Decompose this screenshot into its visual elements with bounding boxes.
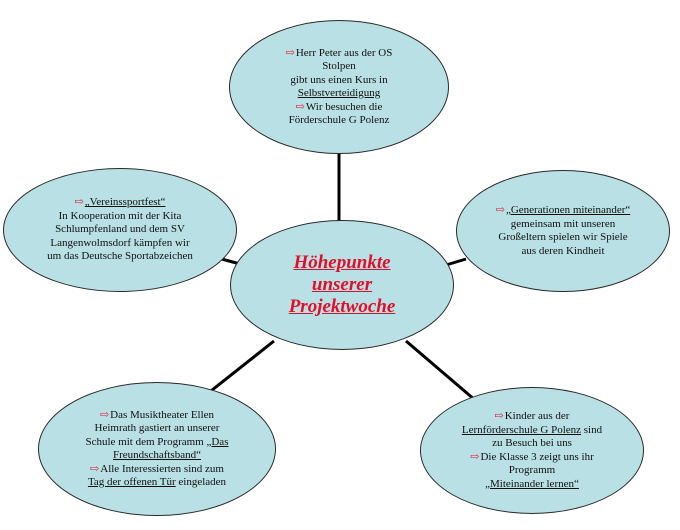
right-arrow-icon: ⇨ xyxy=(99,408,110,421)
center-bubble-title: Höhepunkte unserer Projektwoche xyxy=(230,220,454,350)
right-arrow-icon: ⇨ xyxy=(495,204,505,216)
right-arrow-icon: ⇨ xyxy=(90,462,100,475)
topic-bubble-music-theater: ⇨Das Musiktheater Ellen Heimrath gastiert an unserer Schule mit dem Programm „Das Freundschaftsband“ ⇨Alle Interessierten sind zum Tag der offenen Tür eingeladen xyxy=(38,382,276,516)
topic-bubble-sports-festival: ⇨„Vereinssportfest“ In Kooperation mit der Kita Schlumpfenland und dem SV Langenwolmsdorf kämpfen wir um das Deutsche Sportabzeichen xyxy=(3,168,237,292)
right-arrow-icon: ⇨ xyxy=(470,450,480,463)
connector-right xyxy=(446,259,466,265)
right-arrow-icon: ⇨ xyxy=(74,196,84,209)
topic-bubble-learning-school: ⇨Kinder aus der Lernförderschule G Polenz sind zu Besuch bei uns ⇨Die Klasse 3 zeigt uns ihr Programm „Miteinander lernen“ xyxy=(420,387,644,514)
topic-bubble-self-defense: ⇨Herr Peter aus der OS Stolpen gibt uns einen Kurs in Selbstverteidigung ⇨Wir besuchen die Förderschule G Polenz xyxy=(229,20,449,154)
topic-bubble-generations: ⇨„Generationen miteinander“ gemeinsam mit unseren Großeltern spielen wir Spiele aus deren Kindheit xyxy=(456,170,670,292)
right-arrow-icon: ⇨ xyxy=(494,410,504,422)
right-arrow-icon: ⇨ xyxy=(295,100,305,113)
connector-bottom-right xyxy=(406,341,475,400)
right-arrow-icon: ⇨ xyxy=(285,46,295,59)
